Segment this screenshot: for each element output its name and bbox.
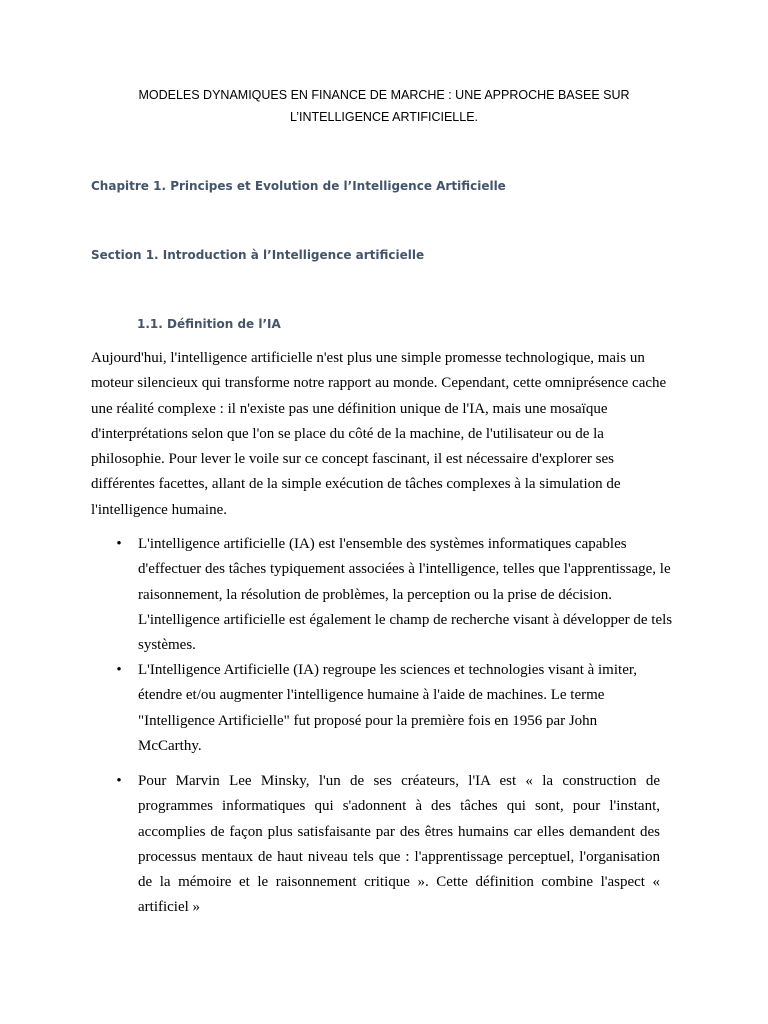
section-heading: Section 1. Introduction à l’Intelligence artificielle: [91, 248, 425, 262]
intro-paragraph: Aujourd'hui, l'intelligence artificielle n'est plus une simple promesse technologique, mais un moteur silencieux qui transforme notre rapport au monde. Cependant, cette omniprésence cache une réalité complexe : il n'existe pas une définition unique de l'IA, mais une mosaïque d'interprétations selon que l'on se place du côté de la machine, de l'utilisateur ou de la philosophie. Pour lever le voile sur ce concept fascinant, il est nécessaire d'explorer ses différentes facettes, allant de la simple exécution de tâches complexes à la simulation de l'intelligence humaine.: [91, 350, 667, 518]
bullet-icon: •: [116, 773, 122, 789]
list-item: [116, 769, 660, 921]
list-item-text: L'Intelligence Artificielle (IA) regroupe les sciences et technologies visant à imiter, étendre et/ou augmenter l'intelligence humaine à l'aide de machines. Le terme "Intelligence Artificielle" fut proposé pour la première fois en 1956 par John McCarthy.: [138, 662, 637, 754]
bullet-icon: •: [116, 662, 122, 678]
chapter-heading: Chapitre 1. Principes et Evolution de l’Intelligence Artificielle: [91, 179, 506, 193]
list-item-text: L'intelligence artificielle (IA) est l'ensemble des systèmes informatiques capables d'effectuer des tâches typiquement associées à l'intelligence, telles que l'apprentissage, le raisonnement, la résolution de problèmes, la perception ou la prise de décision. L'intelligence artificielle est également le champ de recherche visant à développer de tels systèmes.: [138, 536, 673, 654]
subsection-heading: 1.1. Définition de l’IA: [137, 317, 281, 331]
document-title: MODELES DYNAMIQUES EN FINANCE DE MARCHE : UNE APPROCHE BASEE SUR L’INTELLIGENCE ARTIFICIELLE.: [138, 88, 630, 124]
list-item-text: Pour Marvin Lee Minsky, l'un de ses créateurs, l'IA est « la construction de programmes informatiques qui s'adonnent à des tâches qui sont, pour l'instant, accomplies de façon plus satisfaisante par des êtres humains car elles demandent des processus mentaux de haut niveau tels que : l'apprentissage perceptuel, l'organisation de la mémoire et le raisonnement critique ». Cette définition combine l'aspect « artificiel »: [138, 773, 660, 916]
list-item: [116, 532, 683, 658]
list-item: [116, 658, 658, 759]
bullet-icon: •: [116, 536, 122, 552]
